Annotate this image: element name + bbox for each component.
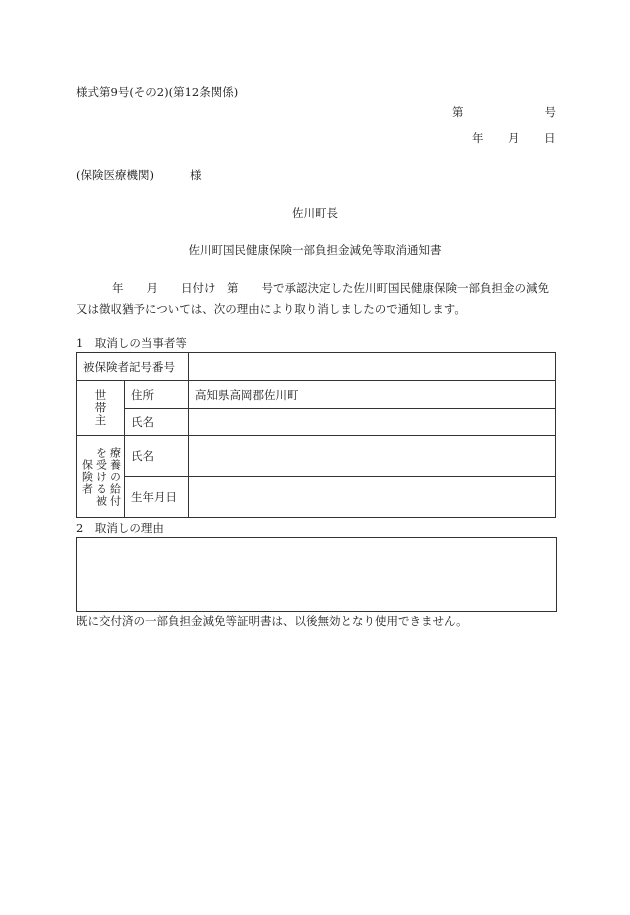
- patient-name-value[interactable]: [189, 436, 556, 477]
- insured-number-value[interactable]: [189, 353, 556, 381]
- patient-name-label: 氏名: [125, 436, 189, 477]
- householder-name-value[interactable]: [189, 409, 556, 436]
- parties-table: [76, 352, 556, 518]
- number-prefix: 第: [452, 105, 464, 119]
- section1-heading: 1 取消しの当事者等: [76, 336, 187, 350]
- date-month: 月: [508, 131, 520, 145]
- issuer: 佐川町長: [292, 206, 338, 220]
- section2-heading: 2 取消しの理由: [76, 521, 164, 535]
- patient-label: 療養の給付を受ける被保険者: [77, 436, 125, 518]
- form-number-label: 様式第9号(その2)(第12条関係): [76, 85, 239, 99]
- certificate-invalid-notice: 既に交付済の一部負担金減免等証明書は、以後無効となり使用できません。: [76, 614, 468, 628]
- householder-label: 世帯主: [77, 381, 125, 436]
- birthdate-label: 生年月日: [125, 477, 189, 518]
- reason-box[interactable]: [76, 537, 557, 612]
- body-text: 年 月 日付け 第 号で承認決定した佐川町国民健康保険一部負担金の減免又は徴収猶予については、次の理由により取り消しましたので通知します。: [76, 281, 549, 316]
- householder-name-label: 氏名: [125, 409, 189, 436]
- addressee-name: (保険医療機関): [76, 168, 154, 182]
- date-year: 年: [472, 131, 484, 145]
- body-paragraph: [76, 278, 558, 320]
- date-day: 日: [544, 131, 556, 145]
- birthdate-value[interactable]: [189, 477, 556, 518]
- address-label: 住所: [125, 381, 189, 409]
- document-title: 佐川町国民健康保険一部負担金減免等取消通知書: [188, 243, 442, 257]
- addressee: [76, 167, 201, 183]
- addressee-honorific: 様: [189, 168, 202, 182]
- address-value[interactable]: 高知県高岡郡佐川町: [189, 381, 556, 409]
- insured-number-label: 被保険者記号番号: [77, 353, 189, 381]
- number-suffix: 号: [544, 105, 556, 119]
